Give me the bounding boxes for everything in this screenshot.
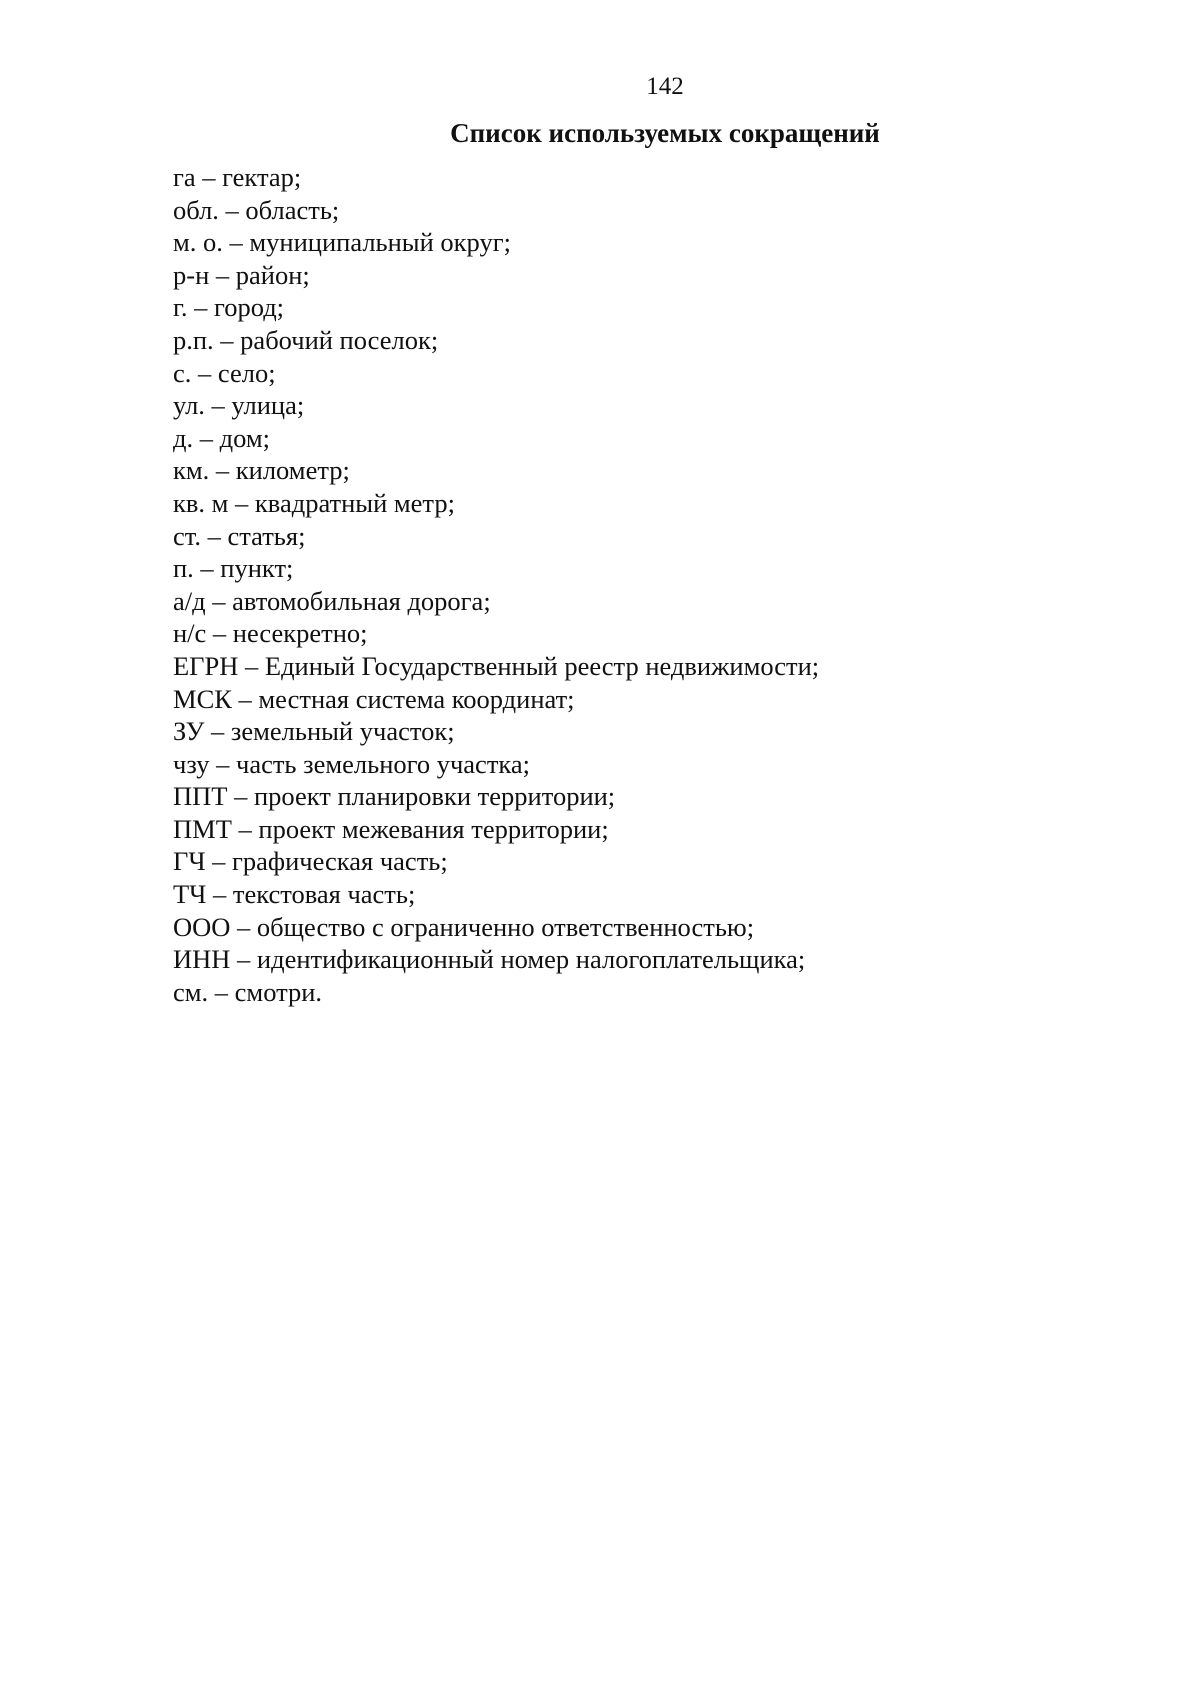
abbreviation-item: ИНН – идентификационный номер налогоплательщика; bbox=[173, 944, 806, 975]
abbreviation-item: д. – дом; bbox=[173, 422, 270, 453]
abbreviation-item: км. – километр; bbox=[173, 455, 350, 486]
abbreviation-item: обл. – область; bbox=[173, 194, 340, 225]
page-number: 142 bbox=[646, 73, 684, 100]
abbreviation-item: кв. м – квадратный метр; bbox=[173, 487, 455, 518]
abbreviation-item: ст. – статья; bbox=[173, 520, 306, 551]
abbreviation-item: ООО – общество с ограниченно ответственностью; bbox=[173, 911, 755, 942]
abbreviation-item: р-н – район; bbox=[173, 259, 310, 290]
abbreviation-item: ТЧ – текстовая часть; bbox=[173, 879, 416, 910]
abbreviation-item: н/с – несекретно; bbox=[173, 618, 368, 649]
abbreviation-item: м. о. – муниципальный округ; bbox=[173, 227, 511, 258]
abbreviation-item: г. – город; bbox=[173, 292, 285, 323]
abbreviation-item: а/д – автомобильная дорога; bbox=[173, 585, 491, 616]
abbreviation-list bbox=[173, 161, 819, 1008]
abbreviation-item: ЗУ – земельный участок; bbox=[173, 716, 455, 747]
abbreviation-item: с. – село; bbox=[173, 357, 276, 388]
abbreviation-item: п. – пункт; bbox=[173, 553, 294, 584]
abbreviation-item: р.п. – рабочий поселок; bbox=[173, 324, 439, 355]
abbreviation-item: ППТ – проект планировки территории; bbox=[173, 781, 616, 812]
abbreviation-item: ЕГРН – Единый Государственный реестр недвижимости; bbox=[173, 650, 820, 681]
abbreviation-item: ПМТ – проект межевания территории; bbox=[173, 813, 609, 844]
abbreviation-item: га – гектар; bbox=[173, 162, 302, 192]
abbreviation-item: МСК – местная система координат; bbox=[173, 683, 575, 714]
abbreviation-item: ул. – улица; bbox=[173, 390, 305, 421]
abbreviation-item: см. – смотри. bbox=[173, 976, 323, 1007]
abbreviation-item: чзу – часть земельного участка; bbox=[173, 748, 530, 779]
abbreviation-item: ГЧ – графическая часть; bbox=[173, 846, 448, 877]
page-title: Список используемых сокращений bbox=[450, 118, 880, 148]
